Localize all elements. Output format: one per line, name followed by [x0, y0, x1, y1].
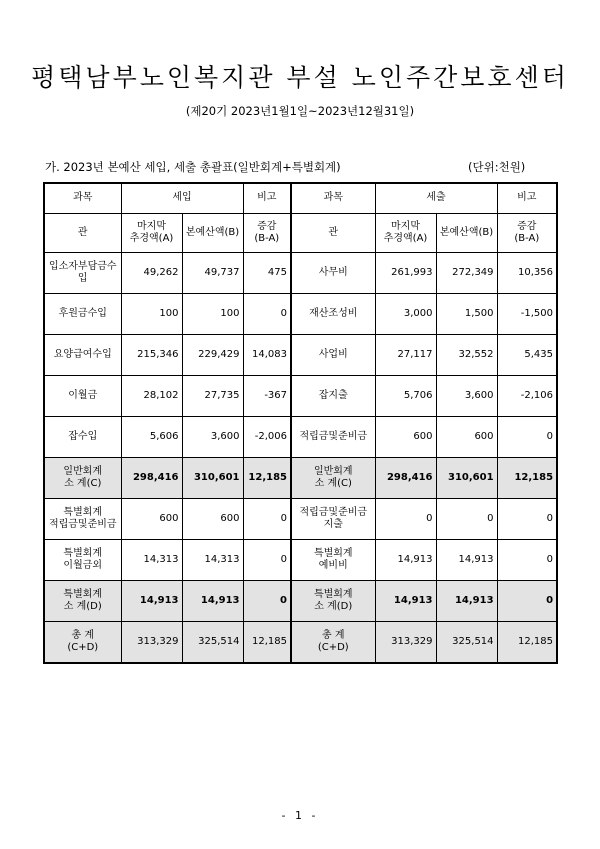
- revenue-diff: 0: [243, 540, 291, 581]
- table-row: [44, 335, 557, 376]
- revenue-budget-b: 14,313: [182, 540, 243, 581]
- revenue-budget-b: 229,429: [182, 335, 243, 376]
- expenditure-item-name: 총 계 (C+D): [291, 622, 375, 664]
- expenditure-item-name: 특별회계 예비비: [291, 540, 375, 581]
- revenue-item-name: 이월금: [44, 376, 121, 417]
- expenditure-final-a: 261,993: [375, 253, 436, 294]
- expenditure-budget-b: 0: [436, 499, 497, 540]
- header-subject-right: 과목: [291, 183, 375, 214]
- revenue-item-name: 일반회계 소 계(C): [44, 458, 121, 499]
- revenue-item-name: 입소자부담금수입: [44, 253, 121, 294]
- expenditure-diff: 0: [497, 499, 557, 540]
- expenditure-diff: 0: [497, 581, 557, 622]
- header-row-2: [44, 214, 557, 253]
- expenditure-diff: 10,356: [497, 253, 557, 294]
- expenditure-diff: 12,185: [497, 458, 557, 499]
- revenue-budget-b: 325,514: [182, 622, 243, 664]
- expenditure-budget-b: 32,552: [436, 335, 497, 376]
- expenditure-budget-b: 3,600: [436, 376, 497, 417]
- expenditure-budget-b: 325,514: [436, 622, 497, 664]
- header-subject-left: 과목: [44, 183, 121, 214]
- expenditure-diff: 12,185: [497, 622, 557, 664]
- revenue-item-name: 특별회계 소 계(D): [44, 581, 121, 622]
- expenditure-item-name: 특별회계 소 계(D): [291, 581, 375, 622]
- table-body: [44, 253, 557, 664]
- revenue-item-name: 후원금수입: [44, 294, 121, 335]
- expenditure-item-name: 사무비: [291, 253, 375, 294]
- revenue-final-a: 28,102: [121, 376, 182, 417]
- revenue-diff: 0: [243, 499, 291, 540]
- table-row: [44, 540, 557, 581]
- revenue-diff: 0: [243, 294, 291, 335]
- header-budget-b-right: 본예산액(B): [436, 214, 497, 253]
- fiscal-period: (제20기 2023년1월1일~2023년12월31일): [185, 104, 415, 118]
- expenditure-diff: 5,435: [497, 335, 557, 376]
- expenditure-item-name: 재산조성비: [291, 294, 375, 335]
- header-diff-left: 증감 (B-A): [243, 214, 291, 253]
- header-gwan-right: 관: [291, 214, 375, 253]
- document-title: 평택남부노인복지관 부설 노인주간보호센터: [31, 63, 569, 92]
- revenue-diff: 475: [243, 253, 291, 294]
- revenue-budget-b: 3,600: [182, 417, 243, 458]
- table-row: [44, 253, 557, 294]
- expenditure-final-a: 313,329: [375, 622, 436, 664]
- header-revenue: 세입: [121, 183, 243, 214]
- table-row: [44, 622, 557, 664]
- expenditure-diff: -2,106: [497, 376, 557, 417]
- expenditure-budget-b: 14,913: [436, 540, 497, 581]
- page-number: - 1 -: [281, 809, 319, 822]
- expenditure-final-a: 27,117: [375, 335, 436, 376]
- revenue-budget-b: 27,735: [182, 376, 243, 417]
- revenue-diff: -367: [243, 376, 291, 417]
- revenue-diff: 12,185: [243, 458, 291, 499]
- expenditure-final-a: 5,706: [375, 376, 436, 417]
- revenue-item-name: 요양급여수입: [44, 335, 121, 376]
- expenditure-item-name: 사업비: [291, 335, 375, 376]
- revenue-final-a: 49,262: [121, 253, 182, 294]
- revenue-final-a: 215,346: [121, 335, 182, 376]
- expenditure-budget-b: 600: [436, 417, 497, 458]
- expenditure-budget-b: 1,500: [436, 294, 497, 335]
- table-row: [44, 417, 557, 458]
- revenue-budget-b: 310,601: [182, 458, 243, 499]
- revenue-budget-b: 14,913: [182, 581, 243, 622]
- header-note-right: 비고: [497, 183, 557, 214]
- header-gwan-left: 관: [44, 214, 121, 253]
- header-expenditure: 세출: [375, 183, 497, 214]
- expenditure-final-a: 14,913: [375, 540, 436, 581]
- revenue-final-a: 14,313: [121, 540, 182, 581]
- revenue-item-name: 특별회계 이월금외: [44, 540, 121, 581]
- unit-label: (단위:천원): [468, 160, 526, 174]
- revenue-item-name: 잡수입: [44, 417, 121, 458]
- expenditure-final-a: 0: [375, 499, 436, 540]
- header-final-a-right: 마지막 추경액(A): [375, 214, 436, 253]
- header-budget-b-left: 본예산액(B): [182, 214, 243, 253]
- expenditure-diff: 0: [497, 417, 557, 458]
- table-row: [44, 581, 557, 622]
- revenue-budget-b: 49,737: [182, 253, 243, 294]
- revenue-final-a: 14,913: [121, 581, 182, 622]
- table-row: [44, 376, 557, 417]
- revenue-diff: -2,006: [243, 417, 291, 458]
- revenue-budget-b: 600: [182, 499, 243, 540]
- revenue-final-a: 100: [121, 294, 182, 335]
- expenditure-final-a: 3,000: [375, 294, 436, 335]
- header-note-left: 비고: [243, 183, 291, 214]
- header-final-a-left: 마지막 추경액(A): [121, 214, 182, 253]
- table-row: [44, 294, 557, 335]
- expenditure-final-a: 14,913: [375, 581, 436, 622]
- expenditure-item-name: 잡지출: [291, 376, 375, 417]
- revenue-final-a: 313,329: [121, 622, 182, 664]
- expenditure-diff: -1,500: [497, 294, 557, 335]
- revenue-final-a: 600: [121, 499, 182, 540]
- expenditure-budget-b: 310,601: [436, 458, 497, 499]
- expenditure-item-name: 일반회계 소 계(C): [291, 458, 375, 499]
- revenue-budget-b: 100: [182, 294, 243, 335]
- revenue-diff: 12,185: [243, 622, 291, 664]
- header-row-1: [44, 183, 557, 214]
- budget-summary-table: [43, 182, 558, 664]
- revenue-item-name: 총 계 (C+D): [44, 622, 121, 664]
- expenditure-diff: 0: [497, 540, 557, 581]
- expenditure-item-name: 적립금및준비금 지출: [291, 499, 375, 540]
- expenditure-final-a: 298,416: [375, 458, 436, 499]
- expenditure-final-a: 600: [375, 417, 436, 458]
- header-diff-right: 증감 (B-A): [497, 214, 557, 253]
- expenditure-budget-b: 14,913: [436, 581, 497, 622]
- expenditure-item-name: 적립금및준비금: [291, 417, 375, 458]
- table-caption: 가. 2023년 본예산 세입, 세출 총괄표(일반회계+특별회계): [45, 160, 341, 174]
- revenue-diff: 14,083: [243, 335, 291, 376]
- revenue-diff: 0: [243, 581, 291, 622]
- revenue-final-a: 5,606: [121, 417, 182, 458]
- revenue-final-a: 298,416: [121, 458, 182, 499]
- expenditure-budget-b: 272,349: [436, 253, 497, 294]
- table-row: [44, 499, 557, 540]
- revenue-item-name: 특별회계 적립금및준비금: [44, 499, 121, 540]
- table-row: [44, 458, 557, 499]
